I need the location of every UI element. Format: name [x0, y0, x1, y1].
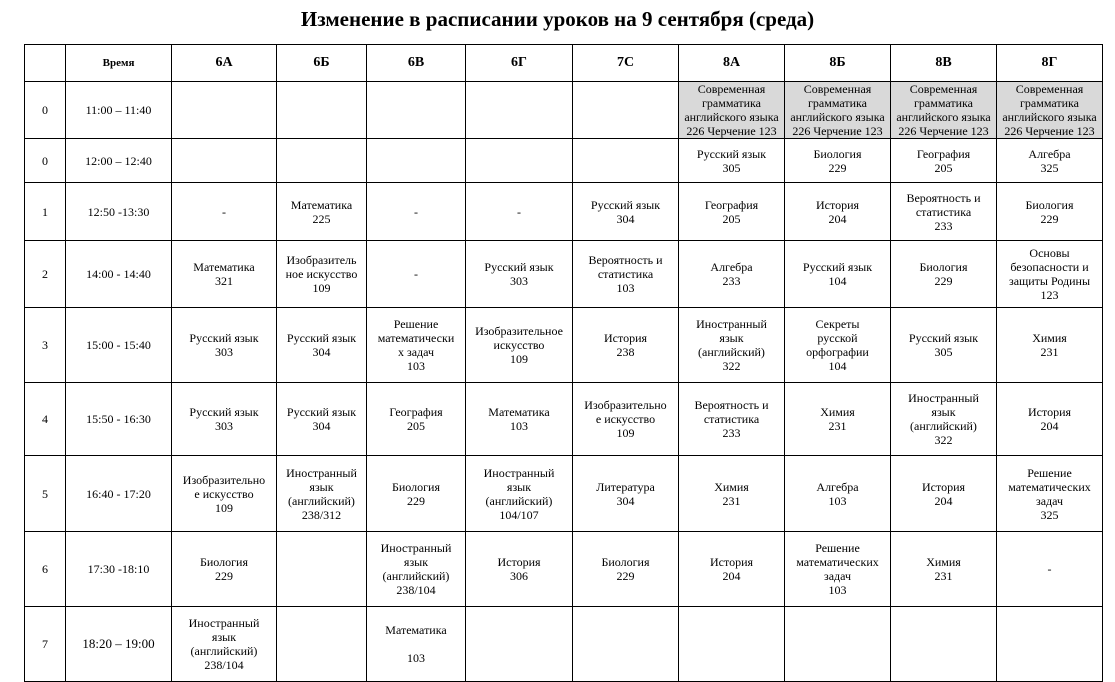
room-number: 303 — [215, 419, 233, 433]
subject-text: Вероятность и — [694, 398, 769, 412]
schedule-cell — [573, 139, 679, 183]
schedule-cell — [573, 532, 679, 607]
room-number: 233 — [722, 426, 741, 440]
schedule-cell — [573, 183, 679, 241]
schedule-cell — [891, 532, 997, 607]
lesson-number: 1 — [25, 183, 66, 241]
subject-text: История — [709, 555, 754, 569]
schedule-cell — [997, 308, 1103, 383]
schedule-cell — [997, 82, 1103, 139]
schedule-cell — [997, 532, 1103, 607]
subject-text: Математика — [193, 260, 255, 274]
subject-text: Вероятность и — [588, 253, 663, 267]
subject-text: Иностранный — [908, 391, 979, 405]
schedule-cell — [466, 383, 573, 456]
subject-text: Иностранный — [696, 317, 767, 331]
schedule-cell — [277, 532, 367, 607]
subject-text: (английский) — [698, 345, 765, 359]
subject-text — [369, 637, 463, 651]
subject-text: язык — [403, 555, 429, 569]
subject-text: Русский язык — [286, 405, 357, 419]
subject-text: - — [1047, 562, 1052, 576]
schedule-cell — [785, 383, 891, 456]
schedule-cell — [997, 607, 1103, 682]
room-number: 204 — [722, 569, 741, 583]
subject-text: Русский язык — [696, 146, 767, 161]
room-number: 303 — [215, 345, 233, 359]
room-number: 229 — [616, 569, 635, 583]
subject-text: Русский язык — [908, 331, 979, 345]
room-number: 305 — [934, 345, 953, 359]
subject-text: Русский язык — [189, 405, 259, 419]
table-row — [25, 456, 1103, 532]
subject-text: Биология — [601, 555, 650, 569]
subject-text: язык — [211, 630, 237, 644]
lesson-time: 15:50 - 16:30 — [66, 383, 172, 456]
subject-text: - — [222, 204, 226, 219]
schedule-cell — [277, 456, 367, 532]
schedule-cell — [891, 183, 997, 241]
room-number: 325 — [1040, 507, 1059, 522]
schedule-cell — [573, 308, 679, 383]
schedule-cell — [466, 139, 573, 183]
schedule-cell — [679, 383, 785, 456]
schedule-cell — [679, 532, 785, 607]
subject-text: грамматика — [913, 96, 973, 110]
subject-text: История — [497, 555, 541, 569]
subject-text: язык — [309, 479, 334, 494]
schedule-cell — [785, 183, 891, 241]
schedule-cell — [367, 456, 466, 532]
subject-text: Русский язык — [484, 260, 554, 274]
subject-text: Изобразительно — [182, 472, 266, 487]
schedule-cell — [277, 383, 367, 456]
room-number: 225 — [312, 211, 331, 226]
subject-text: язык — [719, 331, 744, 345]
subject-text: Изобразительное — [475, 324, 563, 338]
subject-text: (английский) — [190, 644, 258, 658]
subject-text: е искусство — [595, 412, 656, 426]
subject-text: Секреты — [815, 317, 860, 331]
subject-text: статистика — [703, 412, 760, 426]
subject-text: Иностранный — [188, 616, 260, 630]
subject-text: (английский) — [288, 493, 355, 508]
schedule-cell — [573, 456, 679, 532]
schedule-cell — [277, 183, 367, 241]
room-number: 231 — [934, 569, 953, 583]
room-number: 233 — [722, 274, 741, 288]
subject-text: грамматика — [807, 96, 867, 110]
header-row — [25, 45, 1103, 82]
schedule-cell — [785, 139, 891, 183]
subject-text: - — [414, 267, 418, 281]
class-header: 8В — [891, 45, 997, 82]
schedule-cell — [172, 607, 277, 682]
subject-text: язык — [506, 479, 532, 494]
room-number: 238/104 — [204, 658, 244, 672]
room-number: 322 — [722, 359, 741, 373]
schedule-cell — [997, 241, 1103, 308]
schedule-body — [25, 82, 1103, 682]
subject-text: искусство — [493, 338, 545, 352]
room-number: 231 — [722, 493, 741, 508]
room-number: 229 — [407, 493, 425, 508]
class-header: 8Б — [785, 45, 891, 82]
schedule-cell — [367, 308, 466, 383]
schedule-cell — [573, 607, 679, 682]
subject-text: Русский язык — [286, 331, 357, 345]
schedule-cell — [785, 241, 891, 308]
room-number: 231 — [828, 419, 847, 433]
subject-text: задач — [823, 569, 852, 583]
room-number: 205 — [407, 419, 425, 433]
room-number: 103 — [407, 651, 425, 665]
schedule-cell — [891, 241, 997, 308]
lesson-number: 0 — [25, 139, 66, 183]
schedule-cell — [367, 183, 466, 241]
subject-text: грамматика — [701, 96, 761, 110]
room-number: 238/312 — [301, 507, 342, 522]
schedule-cell — [891, 308, 997, 383]
schedule-cell — [891, 82, 997, 139]
subject-text: Математика — [290, 197, 353, 212]
subject-text: Биология — [919, 260, 968, 274]
subject-text: Русский язык — [189, 331, 259, 345]
lesson-time: 18:20 – 19:00 — [66, 607, 172, 682]
room-number: 238/104 — [396, 583, 436, 597]
schedule-cell — [891, 456, 997, 532]
room-number: 304 — [616, 211, 635, 226]
subject-text: Математика — [488, 405, 550, 419]
subject-text: Русский язык — [802, 260, 873, 274]
room-number: 304 — [312, 419, 331, 433]
schedule-cell — [997, 383, 1103, 456]
schedule-cell — [466, 456, 573, 532]
schedule-cell — [466, 82, 573, 139]
schedule-cell — [679, 308, 785, 383]
subject-text: - — [517, 204, 521, 219]
subject-text: Алгебра — [816, 479, 859, 494]
subject-text: русской — [817, 331, 858, 345]
room-number: 229 — [934, 274, 953, 288]
subject-text: орфографии — [806, 345, 869, 359]
subject-text: География — [704, 197, 759, 212]
schedule-cell — [679, 607, 785, 682]
lesson-time: 11:00 – 11:40 — [66, 82, 172, 139]
schedule-cell — [367, 532, 466, 607]
subject-text: Русский язык — [590, 197, 661, 212]
schedule-cell — [172, 383, 277, 456]
room-number: 205 — [722, 211, 741, 226]
table-row — [25, 607, 1103, 682]
room-number: 229 — [1040, 211, 1059, 226]
subject-text: Современная — [803, 82, 872, 96]
subject-text: х задач — [397, 345, 435, 359]
page-title: Изменение в расписании уроков на 9 сентября (среда) — [300, 7, 815, 31]
subject-text: математических — [1008, 479, 1091, 494]
room-number: 204 — [828, 211, 847, 226]
lesson-time: 16:40 - 17:20 — [66, 456, 172, 532]
subject-text: Иностранный — [380, 541, 452, 555]
schedule-cell — [277, 139, 367, 183]
subject-text: История — [603, 331, 648, 345]
room-number: 229 — [828, 160, 847, 175]
subject-text: Вероятность и — [906, 190, 981, 205]
lesson-time: 12:50 -13:30 — [66, 183, 172, 241]
room-number: 238 — [616, 345, 635, 359]
room-number: 104/107 — [499, 507, 539, 522]
schedule-cell — [573, 383, 679, 456]
time-header: Время — [66, 45, 172, 82]
subject-text: Литература — [596, 479, 655, 494]
room-number: 205 — [934, 160, 953, 175]
subject-text: (английский) — [485, 493, 553, 508]
lesson-time: 12:00 – 12:40 — [66, 139, 172, 183]
class-header: 8А — [679, 45, 785, 82]
subject-text: задач — [1035, 493, 1064, 508]
schedule-cell — [367, 383, 466, 456]
class-header: 6В — [367, 45, 466, 82]
subject-text: Биология — [1025, 197, 1074, 212]
subject-text: География — [916, 146, 971, 161]
table-row — [25, 139, 1103, 183]
subject-text: Химия — [1032, 331, 1067, 345]
subject-text: математически — [377, 331, 455, 345]
subject-text: английского языка — [790, 110, 885, 124]
schedule-cell — [172, 82, 277, 139]
class-header: 6Б — [277, 45, 367, 82]
lesson-number: 0 — [25, 82, 66, 139]
schedule-cell — [997, 139, 1103, 183]
class-header: 7С — [573, 45, 679, 82]
subject-text: английского языка — [896, 110, 991, 124]
schedule-cell — [172, 241, 277, 308]
subject-text: Основы — [1029, 246, 1070, 260]
subject-text: Решение — [393, 317, 439, 331]
room-number: 103 — [407, 359, 425, 373]
table-row — [25, 183, 1103, 241]
schedule-cell — [277, 82, 367, 139]
subject-text: Алгебра — [710, 260, 753, 274]
subject-text: Биология — [813, 146, 862, 161]
room-number: 204 — [1040, 419, 1059, 433]
subject-text: Решение — [815, 541, 860, 555]
subject-text: Химия — [714, 479, 749, 494]
room-number: 103 — [828, 493, 847, 508]
schedule-cell — [785, 532, 891, 607]
subject-text: География — [389, 405, 443, 419]
schedule-cell — [466, 607, 573, 682]
subject-text: Алгебра — [1028, 146, 1071, 161]
subject-text: Изобразительно — [584, 398, 667, 412]
schedule-cell — [679, 241, 785, 308]
schedule-cell — [172, 532, 277, 607]
schedule-cell — [367, 139, 466, 183]
subject-text: защиты Родины — [1008, 274, 1091, 288]
subject-text: История — [921, 479, 966, 494]
subject-text: Биология — [199, 555, 248, 569]
subject-text: - — [414, 204, 418, 219]
room-number: 109 — [510, 352, 528, 366]
room-number: 109 — [616, 426, 635, 440]
subject-text: безопасности и — [1010, 260, 1089, 274]
class-header: 6Г — [466, 45, 573, 82]
schedule-cell — [891, 607, 997, 682]
lesson-number: 4 — [25, 383, 66, 456]
room-number: 226 Черчение 123 — [686, 124, 777, 138]
subject-text: статистика — [915, 204, 972, 219]
lesson-number: 7 — [25, 607, 66, 682]
room-number: 123 — [1040, 288, 1059, 302]
subject-text: статистика — [597, 267, 654, 281]
subject-text: английского языка — [1002, 110, 1097, 124]
lesson-number: 6 — [25, 532, 66, 607]
room-number: 226 Черчение 123 — [1004, 124, 1095, 138]
subject-text: грамматика — [1019, 96, 1079, 110]
subject-text: Математика — [385, 623, 447, 637]
schedule-cell — [367, 241, 466, 308]
schedule-cell — [466, 241, 573, 308]
room-number: 233 — [934, 218, 953, 233]
table-row — [25, 383, 1103, 456]
schedule-cell — [997, 183, 1103, 241]
lesson-number: 3 — [25, 308, 66, 383]
room-number: 109 — [215, 500, 233, 515]
room-number: 226 Черчение 123 — [792, 124, 883, 138]
table-row — [25, 82, 1103, 139]
room-number: 204 — [934, 493, 953, 508]
lesson-time: 14:00 - 14:40 — [66, 241, 172, 308]
schedule-cell — [277, 241, 367, 308]
room-number: 104 — [828, 359, 847, 373]
subject-text: е искусство — [194, 486, 254, 501]
room-number: 306 — [510, 569, 528, 583]
corner-cell — [25, 45, 66, 82]
subject-text: История — [815, 197, 860, 212]
schedule-cell — [891, 139, 997, 183]
schedule-cell — [172, 139, 277, 183]
schedule-cell — [172, 183, 277, 241]
subject-text: Химия — [926, 555, 961, 569]
schedule-cell — [997, 456, 1103, 532]
room-number: 103 — [616, 281, 635, 295]
table-row — [25, 532, 1103, 607]
subject-text: Современная — [909, 82, 978, 96]
subject-text: Современная — [697, 82, 766, 96]
schedule-cell — [679, 82, 785, 139]
class-header: 6А — [172, 45, 277, 82]
lesson-time: 15:00 - 15:40 — [66, 308, 172, 383]
table-row — [25, 308, 1103, 383]
class-header: 8Г — [997, 45, 1103, 82]
schedule-cell — [277, 308, 367, 383]
schedule-cell — [466, 532, 573, 607]
schedule-cell — [891, 383, 997, 456]
schedule-cell — [679, 139, 785, 183]
room-number: 303 — [510, 274, 528, 288]
room-number: 109 — [312, 281, 331, 295]
subject-text: Химия — [820, 405, 855, 419]
subject-text: язык — [931, 405, 956, 419]
room-number: 304 — [616, 493, 635, 508]
room-number: 103 — [828, 583, 847, 597]
schedule-cell — [367, 607, 466, 682]
schedule-cell — [466, 308, 573, 383]
lesson-time: 17:30 -18:10 — [66, 532, 172, 607]
subject-text: Иностранный — [483, 465, 555, 480]
room-number: 104 — [828, 274, 847, 288]
table-row — [25, 241, 1103, 308]
schedule-cell — [277, 607, 367, 682]
subject-text: (английский) — [910, 419, 977, 433]
subject-text: Современная — [1015, 82, 1084, 96]
subject-text: ное искусство — [285, 267, 358, 281]
room-number: 226 Черчение 123 — [898, 124, 989, 138]
subject-text: математических — [796, 555, 879, 569]
schedule-cell — [785, 456, 891, 532]
lesson-number: 5 — [25, 456, 66, 532]
schedule-cell — [573, 241, 679, 308]
subject-text: Изобразитель — [286, 253, 357, 267]
room-number: 229 — [215, 569, 233, 583]
room-number: 322 — [934, 433, 953, 447]
subject-text: Иностранный — [286, 465, 357, 480]
subject-text: Решение — [1027, 465, 1072, 480]
subject-text: (английский) — [382, 569, 450, 583]
schedule-cell — [679, 183, 785, 241]
lesson-number: 2 — [25, 241, 66, 308]
schedule-cell — [172, 308, 277, 383]
schedule-cell — [573, 82, 679, 139]
schedule-table — [24, 44, 1103, 682]
schedule-cell — [785, 82, 891, 139]
room-number: 325 — [1040, 160, 1059, 175]
subject-text: Биология — [391, 479, 440, 494]
schedule-cell — [785, 607, 891, 682]
schedule-cell — [172, 456, 277, 532]
subject-text: английского языка — [684, 110, 779, 124]
room-number: 321 — [215, 274, 233, 288]
schedule-cell — [679, 456, 785, 532]
room-number: 231 — [1040, 345, 1059, 359]
room-number: 103 — [510, 419, 528, 433]
subject-text: История — [1027, 405, 1072, 419]
schedule-cell — [367, 82, 466, 139]
schedule-cell — [785, 308, 891, 383]
room-number: 304 — [312, 345, 331, 359]
room-number: 305 — [722, 160, 741, 175]
schedule-cell — [466, 183, 573, 241]
